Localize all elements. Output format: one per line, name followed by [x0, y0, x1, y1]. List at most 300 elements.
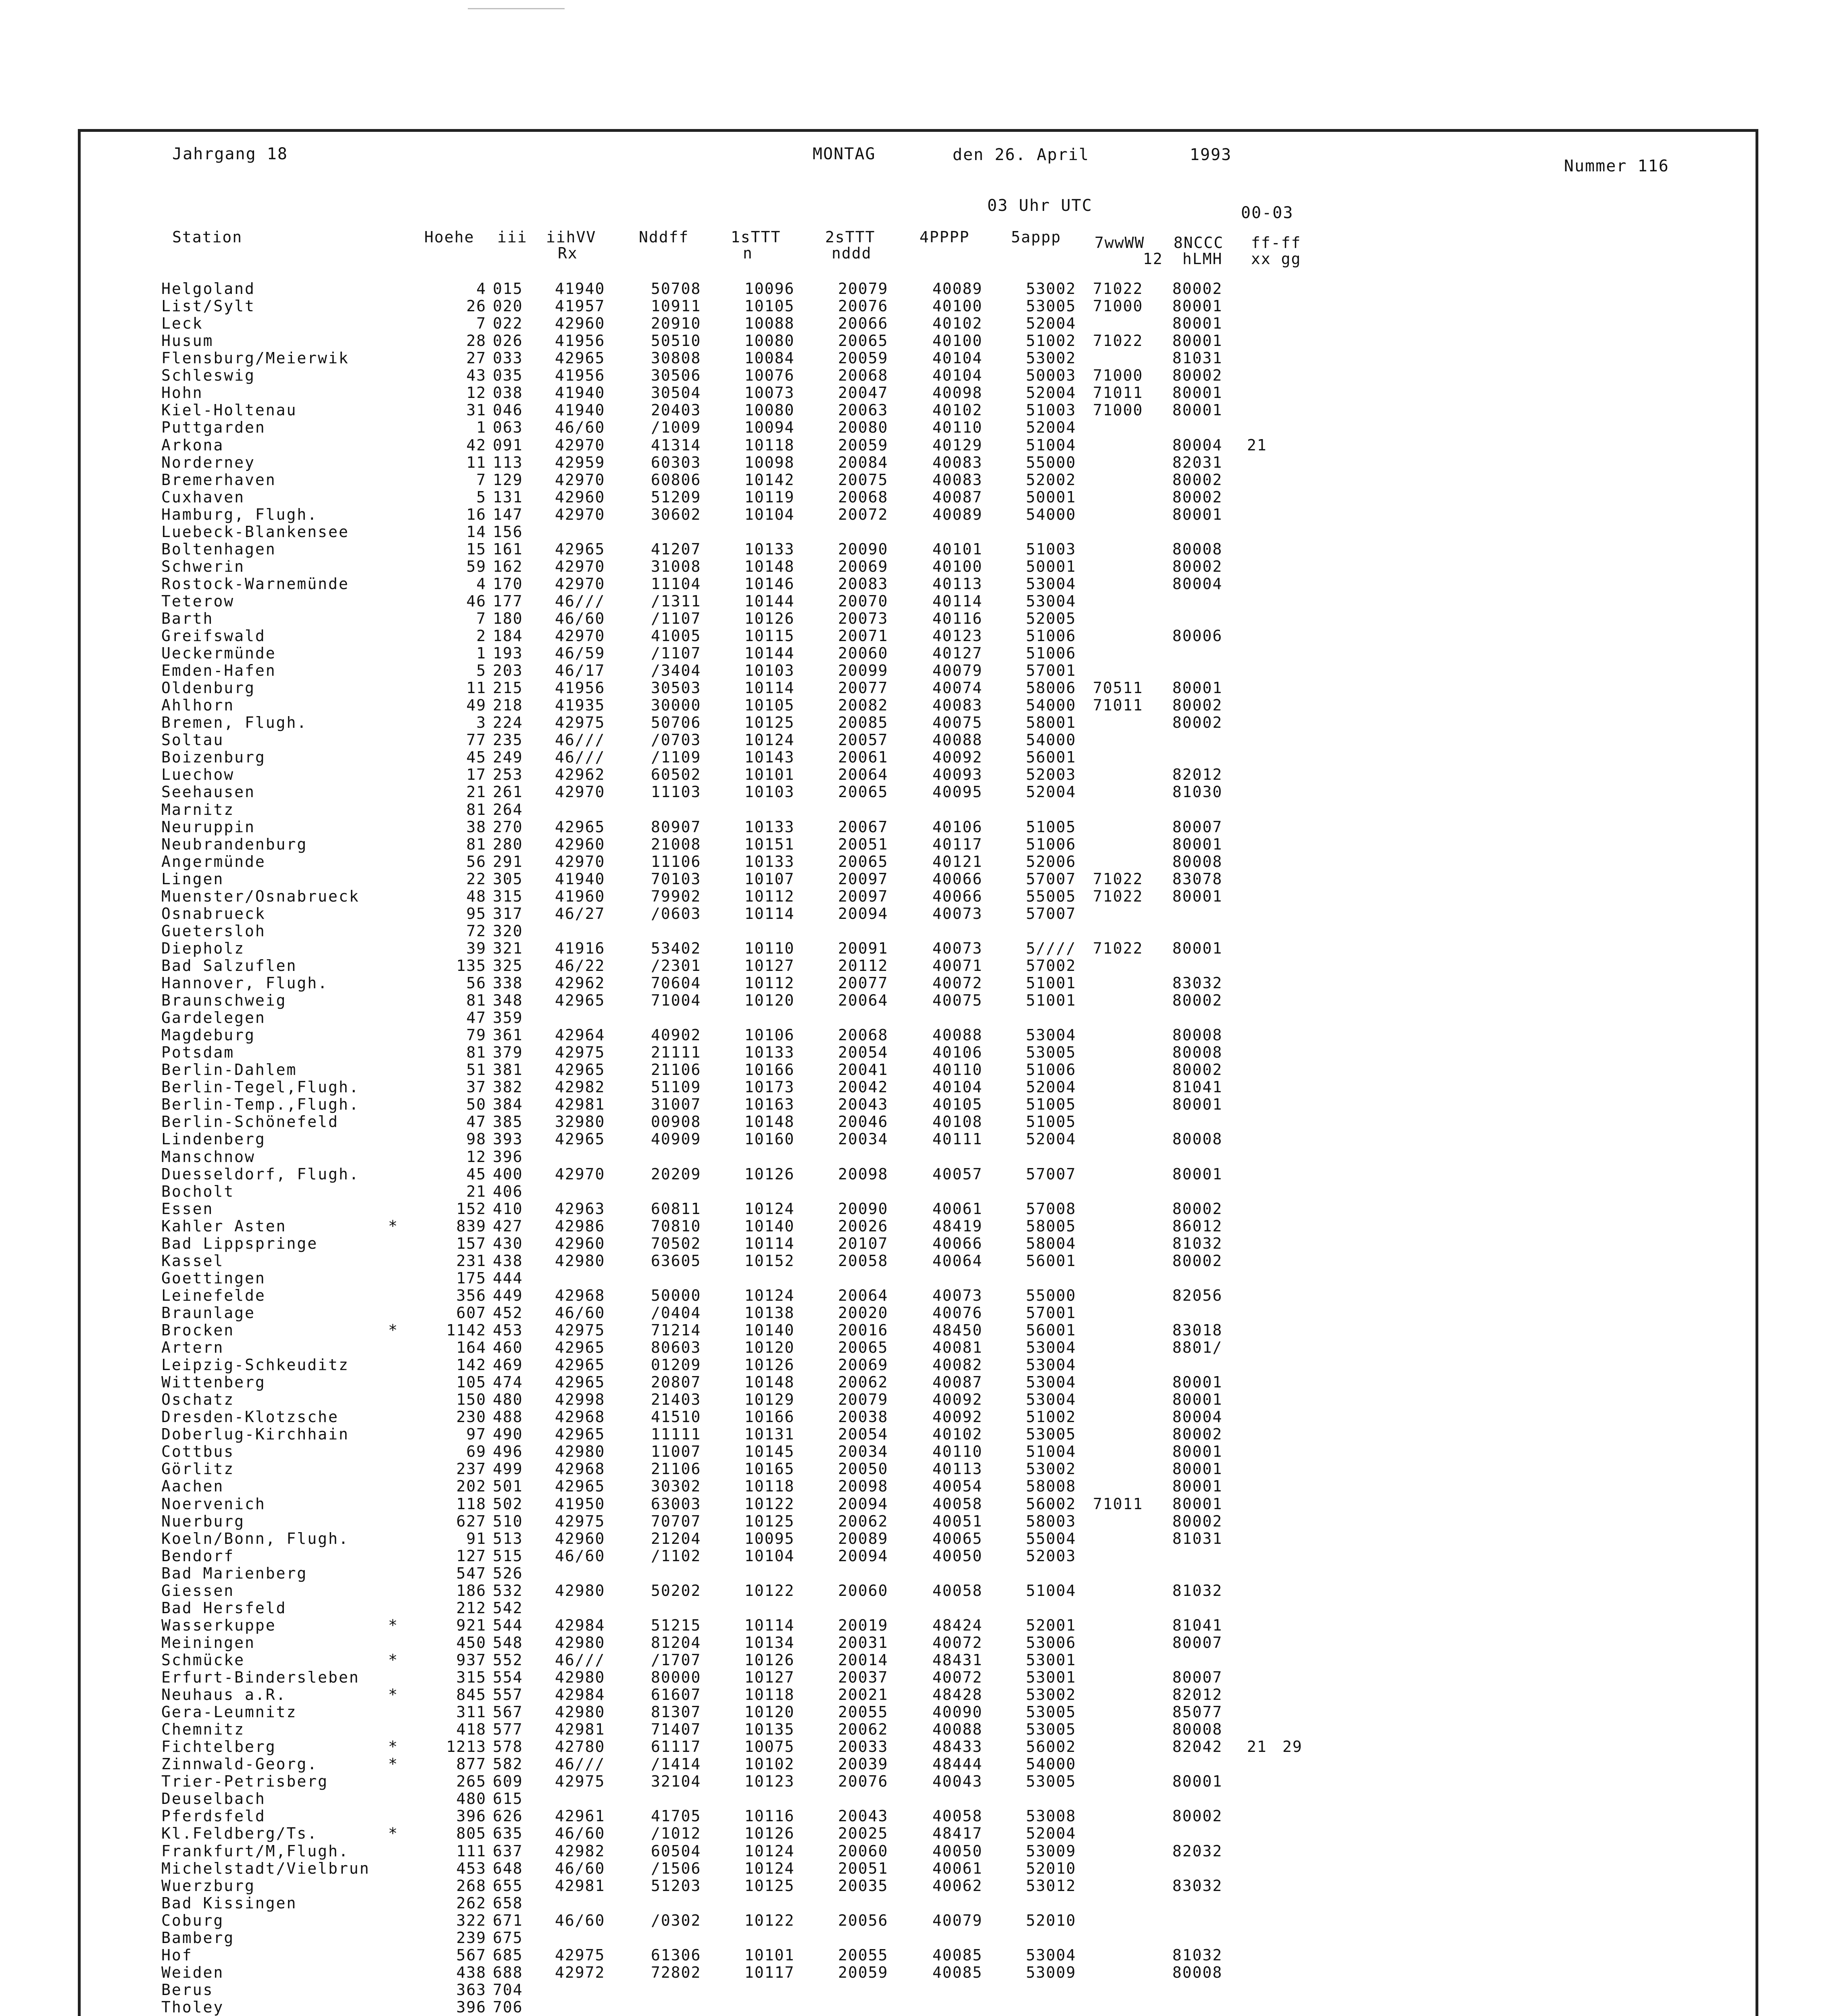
- 8nccc: 83032: [1172, 974, 1223, 992]
- nddff: 41005: [651, 627, 701, 645]
- 8nccc: 80002: [1172, 280, 1223, 298]
- 5appp: 52001: [1026, 1616, 1076, 1634]
- 4pppp: 40072: [932, 1668, 983, 1686]
- hoehe: 28: [466, 332, 486, 350]
- nddff: 70604: [651, 974, 701, 992]
- hoehe: 39: [466, 939, 486, 957]
- table-row: [0, 1478, 1653, 1495]
- 5appp: 58001: [1026, 714, 1076, 732]
- 4pppp: 40092: [932, 1391, 983, 1409]
- 2sttt: 20062: [838, 1373, 888, 1391]
- 1sttt: 10135: [744, 1720, 795, 1739]
- 1sttt: 10166: [744, 1408, 795, 1426]
- hoehe: 5: [476, 662, 486, 680]
- station-name: Bremerhaven: [161, 471, 276, 489]
- 4pppp: 40098: [932, 384, 983, 402]
- 2sttt: 20069: [838, 1356, 888, 1374]
- hoehe: 164: [456, 1339, 486, 1356]
- col-iihvv-sub: Rx: [558, 244, 578, 262]
- table-row: [0, 749, 1653, 766]
- hoehe: 396: [456, 1998, 486, 2016]
- iii: 218: [493, 696, 523, 714]
- hoehe: 157: [456, 1234, 486, 1252]
- col-iii: iii: [497, 228, 528, 246]
- station-name: Gera-Leumnitz: [161, 1703, 297, 1721]
- 4pppp: 40073: [932, 1286, 983, 1304]
- 5appp: 51006: [1026, 627, 1076, 645]
- 2sttt: 20064: [838, 991, 888, 1010]
- 8nccc: 80008: [1172, 1963, 1223, 1981]
- station-name: Brocken: [161, 1321, 235, 1339]
- station-name: Duesseldorf, Flugh.: [161, 1165, 360, 1183]
- station-name: Helgoland: [161, 280, 255, 298]
- hoehe: 47: [466, 1009, 486, 1027]
- iii: 020: [493, 297, 523, 315]
- station-name: Rostock-Warnemünde: [161, 575, 349, 593]
- date-label: den 26. April: [953, 146, 1090, 164]
- iihvv: 42965: [555, 1356, 605, 1374]
- station-name: Cottbus: [161, 1443, 235, 1461]
- 2sttt: 20073: [838, 609, 888, 627]
- 8nccc: 80001: [1172, 1477, 1223, 1495]
- 2sttt: 20051: [838, 1859, 888, 1877]
- hoehe: 37: [466, 1078, 486, 1096]
- nddff: 30506: [651, 367, 701, 385]
- hoehe: 51: [466, 1061, 486, 1079]
- table-row: [0, 280, 1653, 298]
- iii: 526: [493, 1564, 523, 1582]
- 2sttt: 20037: [838, 1668, 888, 1686]
- iii: 544: [493, 1616, 523, 1634]
- table-row: [0, 1322, 1653, 1339]
- 1sttt: 10126: [744, 1165, 795, 1183]
- 4pppp: 40064: [932, 1252, 983, 1270]
- 2sttt: 20094: [838, 1495, 888, 1513]
- col-ffff-sub: xx gg: [1251, 250, 1301, 268]
- 1sttt: 10122: [744, 1581, 795, 1599]
- iihvv: 42982: [555, 1078, 605, 1096]
- iii: 291: [493, 852, 523, 871]
- iii: 609: [493, 1772, 523, 1791]
- hoehe: 1213: [446, 1738, 486, 1756]
- station-name: Erfurt-Bindersleben: [161, 1668, 360, 1686]
- 8nccc: 86012: [1172, 1217, 1223, 1235]
- 1sttt: 10124: [744, 1286, 795, 1304]
- 5appp: 51003: [1026, 540, 1076, 558]
- 5appp: 51006: [1026, 644, 1076, 662]
- mountain-marker: *: [388, 1755, 398, 1773]
- iii: 532: [493, 1581, 523, 1599]
- iihvv: 41940: [555, 401, 605, 419]
- 5appp: 53005: [1026, 297, 1076, 315]
- station-name: Teterow: [161, 592, 235, 610]
- table-row: [0, 853, 1653, 871]
- nddff: 20209: [651, 1165, 701, 1183]
- iii: 452: [493, 1304, 523, 1322]
- hoehe: 7: [476, 314, 486, 333]
- table-row: [0, 975, 1653, 992]
- 4pppp: 40100: [932, 557, 983, 575]
- station-name: Diepholz: [161, 939, 245, 957]
- hoehe: 11: [466, 679, 486, 697]
- table-row: [0, 1843, 1653, 1860]
- 8nccc: 81032: [1172, 1234, 1223, 1252]
- 4pppp: 40085: [932, 1946, 983, 1964]
- 2sttt: 20072: [838, 505, 888, 523]
- 5appp: 53009: [1026, 1842, 1076, 1860]
- hoehe: 45: [466, 748, 486, 766]
- nddff: /1107: [651, 644, 701, 662]
- 2sttt: 20060: [838, 644, 888, 662]
- 2sttt: 20054: [838, 1043, 888, 1062]
- table-row: [0, 402, 1653, 419]
- 5appp: 52004: [1026, 314, 1076, 333]
- table-row: [0, 471, 1653, 489]
- 5appp: 53006: [1026, 1633, 1076, 1652]
- station-name: Noervenich: [161, 1495, 266, 1513]
- 2sttt: 20089: [838, 1529, 888, 1547]
- 8nccc: 80008: [1172, 540, 1223, 558]
- hoehe: 97: [466, 1425, 486, 1443]
- iii: 488: [493, 1408, 523, 1426]
- station-name: Hamburg, Flugh.: [161, 505, 318, 523]
- 1sttt: 10134: [744, 1633, 795, 1652]
- iihvv: 42960: [555, 1234, 605, 1252]
- hoehe: 921: [456, 1616, 486, 1634]
- table-row: [0, 697, 1653, 714]
- 1sttt: 10140: [744, 1217, 795, 1235]
- iii: 430: [493, 1234, 523, 1252]
- table-row: [0, 1877, 1653, 1895]
- hoehe: 877: [456, 1755, 486, 1773]
- hoehe: 322: [456, 1911, 486, 1929]
- 8nccc: 80001: [1172, 297, 1223, 315]
- 8nccc: 80001: [1172, 1373, 1223, 1391]
- table-row: [0, 731, 1653, 749]
- table-row: [0, 332, 1653, 350]
- iihvv: 46///: [555, 592, 605, 610]
- table-row: [0, 662, 1653, 679]
- 4pppp: 40073: [932, 939, 983, 957]
- station-name: Boizenburg: [161, 748, 266, 766]
- iii: 453: [493, 1321, 523, 1339]
- hoehe: 27: [466, 349, 486, 367]
- station-name: Ahlhorn: [161, 696, 235, 714]
- 4pppp: 40061: [932, 1859, 983, 1877]
- iihvv: 42980: [555, 1581, 605, 1599]
- 5appp: 52003: [1026, 766, 1076, 784]
- hoehe: 202: [456, 1477, 486, 1495]
- 5appp: 51001: [1026, 974, 1076, 992]
- nddff: 30302: [651, 1477, 701, 1495]
- mountain-marker: *: [388, 1686, 398, 1704]
- hoehe: 845: [456, 1686, 486, 1704]
- table-row: [0, 645, 1653, 662]
- iihvv: 42982: [555, 1842, 605, 1860]
- 5appp: 53004: [1026, 1373, 1076, 1391]
- 1sttt: 10106: [744, 1026, 795, 1044]
- iii: 180: [493, 609, 523, 627]
- nddff: 20910: [651, 314, 701, 333]
- 1sttt: 10076: [744, 367, 795, 385]
- nddff: /1311: [651, 592, 701, 610]
- hoehe: 12: [466, 384, 486, 402]
- 1sttt: 10152: [744, 1252, 795, 1270]
- hoehe: 77: [466, 731, 486, 749]
- iihvv: 42970: [555, 783, 605, 801]
- table-row: [0, 1339, 1653, 1356]
- iihvv: 41935: [555, 696, 605, 714]
- 5appp: 56001: [1026, 748, 1076, 766]
- 5appp: 52002: [1026, 471, 1076, 489]
- nddff: 11104: [651, 575, 701, 593]
- iii: 381: [493, 1061, 523, 1079]
- nddff: /1707: [651, 1651, 701, 1669]
- 4pppp: 40058: [932, 1581, 983, 1599]
- nddff: 11106: [651, 852, 701, 871]
- iihvv: 42965: [555, 1477, 605, 1495]
- 2sttt: 20059: [838, 1963, 888, 1981]
- iii: 224: [493, 714, 523, 732]
- iii: 554: [493, 1668, 523, 1686]
- hoehe: 105: [456, 1373, 486, 1391]
- col-1sttt-sub: n: [743, 244, 753, 262]
- 1sttt: 10114: [744, 904, 795, 923]
- station-name: Angermünde: [161, 852, 266, 871]
- 4pppp: 40050: [932, 1547, 983, 1565]
- 8nccc: 80001: [1172, 1095, 1223, 1114]
- 4pppp: 40058: [932, 1495, 983, 1513]
- 4pppp: 40089: [932, 505, 983, 523]
- 5appp: 51004: [1026, 1443, 1076, 1461]
- 2sttt: 20065: [838, 783, 888, 801]
- hoehe: 453: [456, 1859, 486, 1877]
- iii: 317: [493, 904, 523, 923]
- 8nccc: 83018: [1172, 1321, 1223, 1339]
- iii: 513: [493, 1529, 523, 1547]
- 1sttt: 10117: [744, 1963, 795, 1981]
- table-row: [0, 1513, 1653, 1530]
- 2sttt: 20043: [838, 1807, 888, 1825]
- iihvv: 41916: [555, 939, 605, 957]
- 4pppp: 40079: [932, 1911, 983, 1929]
- 4pppp: 48417: [932, 1824, 983, 1843]
- 1sttt: 10101: [744, 766, 795, 784]
- hoehe: 79: [466, 1026, 486, 1044]
- iii: 393: [493, 1130, 523, 1148]
- hoehe: 59: [466, 557, 486, 575]
- iihvv: 42780: [555, 1738, 605, 1756]
- 4pppp: 40058: [932, 1807, 983, 1825]
- station-name: Fichtelberg: [161, 1738, 276, 1756]
- table-row: [0, 489, 1653, 506]
- hoehe: 315: [456, 1668, 486, 1686]
- 4pppp: 40075: [932, 991, 983, 1010]
- 4pppp: 48433: [932, 1738, 983, 1756]
- table-row: [0, 1079, 1653, 1096]
- 2sttt: 20079: [838, 1391, 888, 1409]
- 5appp: 50001: [1026, 557, 1076, 575]
- iihvv: 42975: [555, 1946, 605, 1964]
- station-name: Bad Hersfeld: [161, 1599, 287, 1617]
- station-name: Hohn: [161, 384, 203, 402]
- iihvv: 46///: [555, 731, 605, 749]
- 2sttt: 20065: [838, 332, 888, 350]
- 2sttt: 20068: [838, 488, 888, 506]
- nddff: 71214: [651, 1321, 701, 1339]
- hoehe: 5: [476, 488, 486, 506]
- nddff: 70103: [651, 870, 701, 888]
- 8nccc: 80007: [1172, 1633, 1223, 1652]
- hoehe: 438: [456, 1963, 486, 1981]
- 8nccc: 80002: [1172, 488, 1223, 506]
- iihvv: 46/60: [555, 1824, 605, 1843]
- table-row: [0, 350, 1653, 367]
- 4pppp: 40051: [932, 1512, 983, 1530]
- hoehe: 111: [456, 1842, 486, 1860]
- table-row: [0, 315, 1653, 332]
- hoehe: 480: [456, 1790, 486, 1808]
- nddff: 60504: [651, 1842, 701, 1860]
- station-name: Wasserkuppe: [161, 1616, 276, 1634]
- table-row: [0, 419, 1653, 436]
- issue-number: Nummer 116: [1564, 157, 1669, 175]
- hoehe: 268: [456, 1876, 486, 1895]
- iihvv: 41950: [555, 1495, 605, 1513]
- hoehe: 81: [466, 1043, 486, 1062]
- iihvv: 42965: [555, 1061, 605, 1079]
- iihvv: 41956: [555, 332, 605, 350]
- 1sttt: 10125: [744, 714, 795, 732]
- hoehe: 239: [456, 1929, 486, 1947]
- 7wwww: 71022: [1093, 280, 1143, 298]
- iihvv: 46/60: [555, 1547, 605, 1565]
- table-row: [0, 714, 1653, 731]
- mountain-marker: *: [388, 1651, 398, 1669]
- station-name: Luechow: [161, 766, 235, 784]
- nddff: 60811: [651, 1200, 701, 1218]
- station-name: Flensburg/Meierwik: [161, 349, 349, 367]
- 1sttt: 10105: [744, 297, 795, 315]
- 2sttt: 20063: [838, 401, 888, 419]
- table-row: [0, 1981, 1653, 1999]
- hoehe: 839: [456, 1217, 486, 1235]
- iihvv: 41940: [555, 280, 605, 298]
- iii: 022: [493, 314, 523, 333]
- hoehe: 418: [456, 1720, 486, 1739]
- mountain-marker: *: [388, 1616, 398, 1634]
- 2sttt: 20050: [838, 1460, 888, 1478]
- nddff: 81307: [651, 1703, 701, 1721]
- hoehe: 805: [456, 1824, 486, 1843]
- station-name: Nuerburg: [161, 1512, 245, 1530]
- 1sttt: 10114: [744, 1616, 795, 1634]
- year-label: 1993: [1190, 146, 1232, 164]
- 4pppp: 40102: [932, 401, 983, 419]
- iihvv: 46///: [555, 748, 605, 766]
- iii: 577: [493, 1720, 523, 1739]
- 1sttt: 10122: [744, 1495, 795, 1513]
- 5appp: 56001: [1026, 1321, 1076, 1339]
- table-row: [0, 1426, 1653, 1443]
- station-name: Coburg: [161, 1911, 224, 1929]
- station-name: Wuerzburg: [161, 1876, 255, 1895]
- iihvv: 42968: [555, 1286, 605, 1304]
- station-name: Neuruppin: [161, 818, 255, 836]
- iihvv: 46/60: [555, 1911, 605, 1929]
- iii: 635: [493, 1824, 523, 1843]
- 8nccc: 80002: [1172, 367, 1223, 385]
- 1sttt: 10094: [744, 419, 795, 437]
- 1sttt: 10103: [744, 662, 795, 680]
- 5appp: 57002: [1026, 956, 1076, 975]
- nddff: /0603: [651, 904, 701, 923]
- 5appp: 54000: [1026, 696, 1076, 714]
- hoehe: 81: [466, 800, 486, 818]
- 5appp: 51003: [1026, 401, 1076, 419]
- iihvv: 46/27: [555, 904, 605, 923]
- 2sttt: 20035: [838, 1876, 888, 1895]
- table-row: [0, 1565, 1653, 1582]
- table-row: [0, 1218, 1653, 1235]
- station-name: Muenster/Osnabrueck: [161, 887, 360, 905]
- iii: 033: [493, 349, 523, 367]
- 4pppp: 48450: [932, 1321, 983, 1339]
- 8nccc: 80002: [1172, 696, 1223, 714]
- 5appp: 52004: [1026, 1824, 1076, 1843]
- table-row: [0, 905, 1653, 923]
- 8nccc: 80002: [1172, 1512, 1223, 1530]
- 4pppp: 40104: [932, 367, 983, 385]
- iihvv: 42965: [555, 349, 605, 367]
- 5appp: 56002: [1026, 1495, 1076, 1513]
- 1sttt: 10126: [744, 1356, 795, 1374]
- 4pppp: 40114: [932, 592, 983, 610]
- station-name: Lindenberg: [161, 1130, 266, 1148]
- nddff: /0703: [651, 731, 701, 749]
- iii: 379: [493, 1043, 523, 1062]
- 8nccc: 81031: [1172, 349, 1223, 367]
- hoehe: 4: [476, 575, 486, 593]
- iii: 444: [493, 1269, 523, 1287]
- hoehe: 186: [456, 1581, 486, 1599]
- 1sttt: 10110: [744, 939, 795, 957]
- ff2: 29: [1282, 1738, 1303, 1756]
- iihvv: 42965: [555, 1130, 605, 1148]
- 1sttt: 10148: [744, 557, 795, 575]
- 4pppp: 40092: [932, 748, 983, 766]
- nddff: 20807: [651, 1373, 701, 1391]
- iihvv: 42970: [555, 436, 605, 454]
- iii: 552: [493, 1651, 523, 1669]
- iihvv: 42984: [555, 1686, 605, 1704]
- 2sttt: 20020: [838, 1304, 888, 1322]
- 2sttt: 20077: [838, 679, 888, 697]
- 5appp: 51006: [1026, 1061, 1076, 1079]
- hoehe: 265: [456, 1772, 486, 1791]
- iii: 280: [493, 835, 523, 853]
- 5appp: 53004: [1026, 1356, 1076, 1374]
- 5appp: 52004: [1026, 1130, 1076, 1148]
- 5appp: 51005: [1026, 818, 1076, 836]
- nddff: 41207: [651, 540, 701, 558]
- 2sttt: 20057: [838, 731, 888, 749]
- iihvv: 42986: [555, 1217, 605, 1235]
- iii: 359: [493, 1009, 523, 1027]
- 1sttt: 10119: [744, 488, 795, 506]
- hoehe: 150: [456, 1391, 486, 1409]
- col-hoehe: Hoehe: [424, 228, 475, 246]
